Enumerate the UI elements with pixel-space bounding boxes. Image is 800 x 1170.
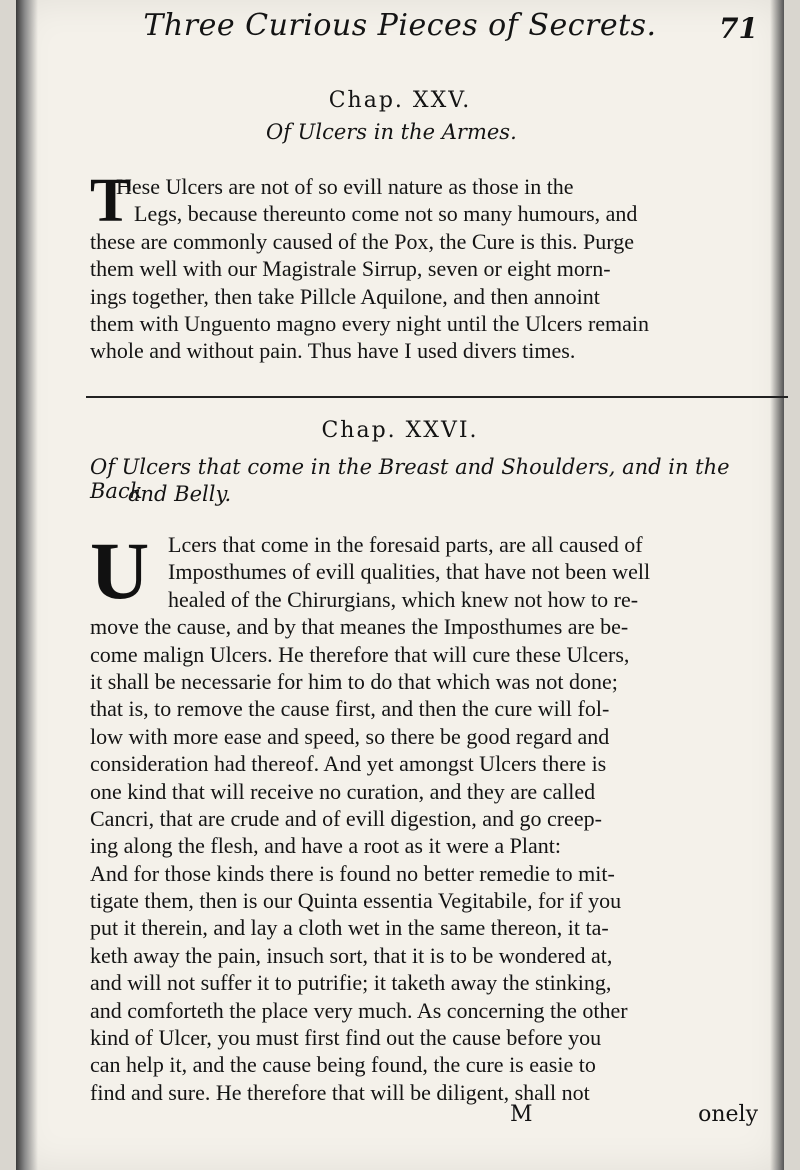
text-line: that is, to remove the cause first, and then the cure will fol- — [90, 696, 610, 722]
text-line: And for those kinds there is found no better remedie to mit- — [90, 860, 615, 886]
text-line: it shall be necessarie for him to do that which was not done; — [90, 668, 618, 694]
text-line: Imposthumes of evill qualities, that have not been well — [168, 559, 651, 585]
chapter-26-heading: Chap. XXVI. — [321, 418, 479, 443]
text-line: move the cause, and by that meanes the Imposthumes are be- — [90, 614, 629, 640]
chapter-26-dropcap: U — [90, 525, 150, 616]
text-line: healed of the Chirurgians, which knew not how to re- — [168, 586, 639, 612]
text-line: one kind that will receive no curation, and they are called — [90, 778, 596, 804]
text-line: come malign Ulcers. He therefore that will cure these Ulcers, — [90, 641, 630, 667]
text-line: Hese Ulcers are not of so evill nature as those in the — [116, 174, 574, 199]
text-line: these are commonly caused of the Pox, the Cure is this. Purge — [90, 228, 634, 254]
chapter-25-dropcap: T — [90, 167, 132, 235]
text-line: and comforteth the place very much. As concerning the other — [90, 997, 628, 1023]
text-line: ings together, then take Pillcle Aquilone, and then annoint — [90, 283, 600, 309]
text-line: tigate them, then is our Quinta essentia Vegitabile, for if you — [90, 888, 622, 914]
text-line: put it therein, and lay a cloth wet in the same thereon, it ta- — [90, 915, 609, 941]
text-line: kind of Ulcer, you must first find out the cause before you — [90, 1025, 602, 1051]
text-line: ing along the flesh, and have a root as it were a Plant: — [90, 833, 562, 859]
page-gutter-shadow — [16, 0, 38, 1170]
text-line: low with more ease and speed, so there be good regard and — [90, 723, 610, 749]
text-line: them well with our Magistrale Sirrup, seven or eight morn- — [90, 256, 611, 282]
chapter-26-title-line-2: and Belly. — [128, 482, 232, 506]
chapter-26-body — [90, 525, 774, 1106]
text-line: Legs, because thereunto come not so many humours, and — [134, 201, 638, 227]
text-line: keth away the pain, insuch sort, that it is to be wondered at, — [90, 942, 613, 968]
book-page — [16, 0, 784, 1170]
text-line: consideration had thereof. And yet amongst Ulcers there is — [90, 751, 607, 777]
text-line: Cancri, that are crude and of evill digestion, and go creep- — [90, 805, 602, 831]
text-line: and will not suffer it to putrifie; it taketh away the stinking, — [90, 970, 612, 996]
text-line: can help it, and the cause being found, the cure is easie to — [90, 1052, 596, 1078]
chapter-25-title: Of Ulcers in the Armes. — [266, 120, 517, 144]
catchword: onely — [698, 1102, 758, 1127]
chapter-25-body — [90, 173, 774, 365]
chapter-25-heading: Chap. XXV. — [328, 88, 472, 113]
running-title: Three Curious Pieces of Secrets. — [143, 8, 657, 43]
text-line: Lcers that come in the foresaid parts, are all caused of — [168, 532, 643, 557]
text-line: whole and without pain. Thus have I used divers times. — [90, 338, 576, 364]
text-line: them with Unguento magno every night until the Ulcers remain — [90, 310, 650, 336]
text-line: find and sure. He therefore that will be diligent, shall not — [90, 1079, 590, 1105]
chapter-26-title-line-1: Of Ulcers that come in the Breast and Shoulders, and in the Back — [90, 455, 730, 503]
page-number: 71 — [719, 12, 758, 45]
signature-mark: M — [510, 1102, 533, 1127]
section-divider-rule — [86, 396, 788, 398]
